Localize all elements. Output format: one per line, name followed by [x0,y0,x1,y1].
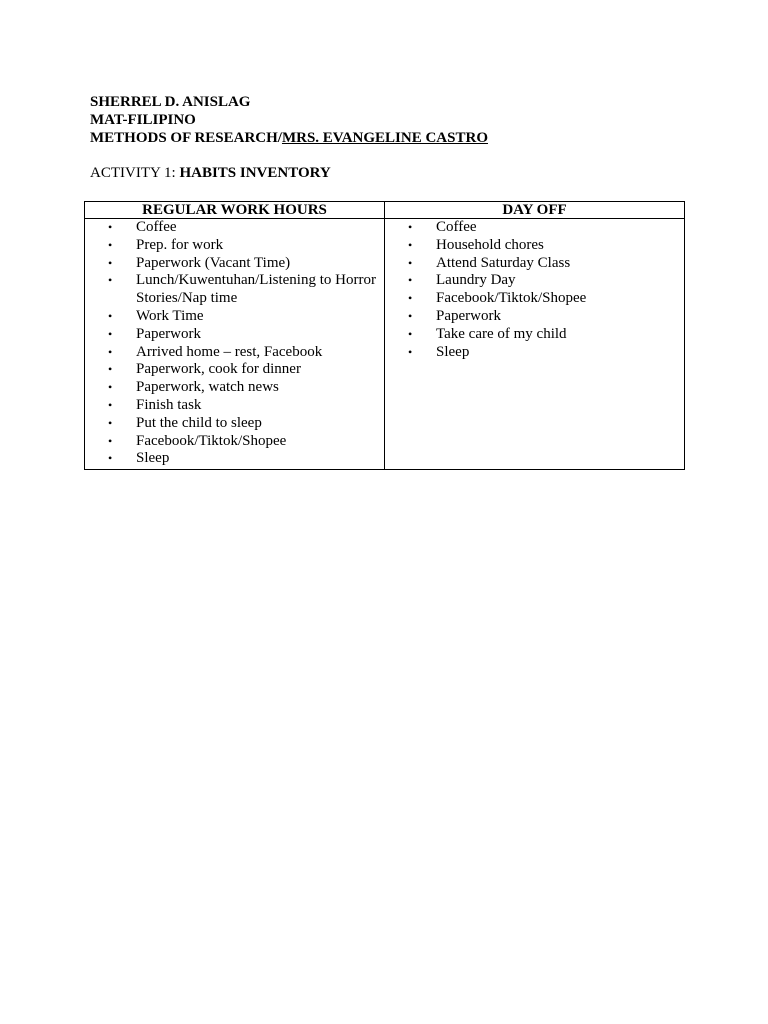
list-item [108,343,380,362]
bullet-icon: • [108,344,113,359]
table-header-row [85,202,685,219]
list-item-text: Sleep [436,343,470,360]
list-item-text: Paperwork (Vacant Time) [136,254,291,271]
column-header-day-off: DAY OFF [385,202,685,219]
bullet-icon: • [108,326,113,341]
day-off-cell [385,219,685,470]
list-item [408,236,680,255]
list-item-text: Prep. for work [136,236,224,253]
activity-title: HABITS INVENTORY [179,165,331,181]
list-item [408,325,680,344]
bullet-icon: • [408,344,413,359]
list-item [408,219,680,237]
activity-heading [90,164,331,182]
bullet-icon: • [408,237,413,252]
list-item [108,396,380,415]
program-name: MAT-FILIPINO [90,112,196,128]
bullet-icon: • [408,326,413,341]
bullet-icon: • [108,273,113,288]
list-item [108,254,380,273]
list-item-text: Put the child to sleep [136,414,262,431]
list-item [408,307,680,326]
list-item [108,236,380,255]
list-item-text: Paperwork, watch news [136,379,279,396]
list-item-text: Sleep [136,450,170,467]
list-item-text: Arrived home – rest, Facebook [136,343,323,360]
list-item [408,343,680,362]
bullet-icon: • [408,291,413,306]
list-item-text: Facebook/Tiktok/Shopee [136,432,287,449]
list-item [108,450,380,468]
bullet-icon: • [108,397,113,412]
list-item [408,272,680,290]
list-item [108,219,380,237]
habits-table [84,201,685,470]
course-line [90,129,488,147]
list-item-text: Facebook/Tiktok/Shopee [436,290,587,307]
bullet-icon: • [108,237,113,252]
list-item-text: Paperwork, cook for dinner [136,361,301,378]
regular-work-hours-list [85,219,384,468]
list-item-text: Paperwork [436,307,501,324]
list-item-text: Lunch/Kuwentuhan/Listening to Horror Stories/Nap time [136,272,376,307]
activity-label: ACTIVITY 1: [90,165,180,181]
list-item-text: Work Time [136,307,204,324]
bullet-icon: • [108,362,113,377]
list-item-text: Coffee [436,219,477,235]
list-item [408,290,680,308]
bullet-icon: • [108,451,113,466]
bullet-icon: • [408,273,413,288]
list-item-text: Take care of my child [436,325,567,342]
bullet-icon: • [108,415,113,430]
list-item [108,307,380,326]
list-item-text: Coffee [136,219,177,235]
table-row [85,219,685,470]
list-item [108,272,380,308]
list-item [108,379,380,397]
list-item [408,254,680,273]
day-off-list [385,219,684,361]
list-item [108,361,380,379]
bullet-icon: • [108,308,113,323]
bullet-icon: • [108,380,113,395]
bullet-icon: • [108,255,113,270]
column-header-regular-work-hours: REGULAR WORK HOURS [85,202,385,219]
bullet-icon: • [408,220,413,234]
list-item [108,414,380,433]
document-header [90,93,488,147]
student-name: SHERREL D. ANISLAG [90,94,251,110]
list-item-text: Household chores [436,236,544,253]
bullet-icon: • [108,433,113,448]
list-item-text: Finish task [136,396,202,413]
bullet-icon: • [408,255,413,270]
course-name: METHODS OF RESEARCH/ [90,130,282,146]
bullet-icon: • [408,308,413,323]
list-item [108,432,380,451]
bullet-icon: • [108,220,113,234]
list-item-text: Paperwork [136,325,201,342]
list-item [108,325,380,344]
list-item-text: Attend Saturday Class [436,254,571,271]
regular-work-hours-cell [85,219,385,470]
instructor-name: MRS. EVANGELINE CASTRO [281,130,488,146]
list-item-text: Laundry Day [436,272,516,289]
